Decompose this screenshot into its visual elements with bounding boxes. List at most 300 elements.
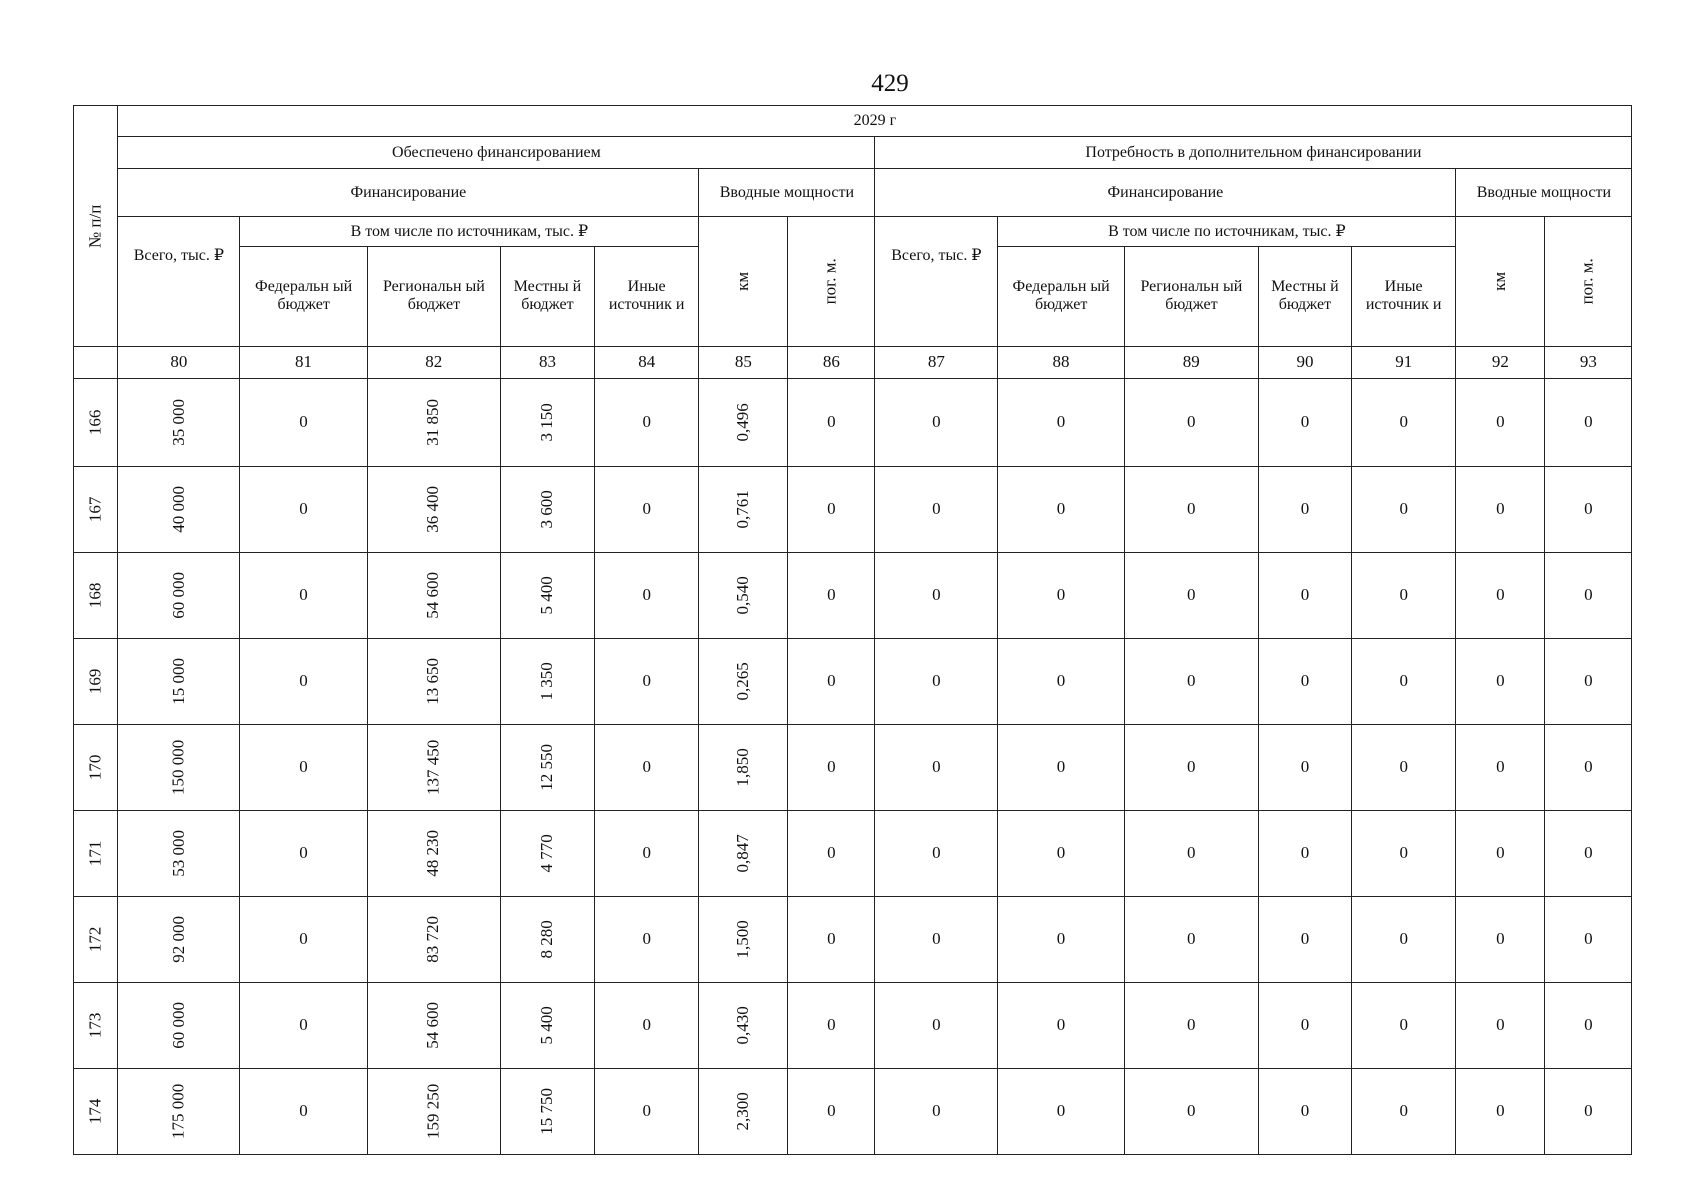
cell-no (74, 811, 118, 897)
column-number-blank (74, 347, 118, 379)
cell-km (699, 725, 788, 811)
needed-federal-header: Федеральн ый бюджет (998, 246, 1124, 346)
page-number: 429 (871, 70, 909, 97)
cell-n-km-value: 0 (1496, 1015, 1505, 1035)
cell-n-federal-value: 0 (1056, 1101, 1066, 1121)
cell-total (118, 379, 240, 467)
cell-n-federal (998, 1069, 1124, 1155)
needed-sources-block (998, 217, 1456, 347)
cell-km (699, 553, 788, 639)
cell-total (118, 639, 240, 725)
cell-n-regional (1124, 983, 1258, 1069)
cell-no-value: 168 (85, 582, 105, 609)
cell-federal-value: 0 (299, 929, 308, 949)
cell-n-m-value: 0 (1584, 585, 1593, 605)
cell-km (699, 379, 788, 467)
cell-n-federal (998, 467, 1124, 553)
cell-n-regional-value: 0 (1187, 1101, 1196, 1121)
cell-n-regional-value: 0 (1187, 585, 1196, 605)
secured-m-header (788, 217, 875, 347)
column-number: 91 (1352, 347, 1456, 379)
needed-total-label: Всего, тыс. ₽ (891, 247, 982, 264)
cell-n-km (1456, 897, 1545, 983)
cell-n-m-value: 0 (1584, 757, 1593, 777)
cell-other (595, 467, 699, 553)
cell-n-local (1258, 467, 1351, 553)
cell-n-other (1352, 897, 1456, 983)
cell-total-value: 60 000 (168, 1002, 188, 1049)
cell-n-federal-value: 0 (1056, 412, 1066, 432)
cell-other-value: 0 (642, 1101, 652, 1121)
cell-n-federal-value: 0 (1056, 671, 1066, 691)
cell-local-value: 4 770 (537, 834, 557, 873)
cell-total-value: 40 000 (168, 486, 188, 533)
needed-sources-table (998, 218, 1455, 346)
secured-federal-header: Федеральн ый бюджет (240, 246, 367, 346)
column-number: 89 (1124, 347, 1258, 379)
cell-federal-value: 0 (299, 671, 308, 691)
needed-km-label: км (1490, 271, 1510, 292)
cell-m (788, 379, 875, 467)
cell-no (74, 467, 118, 553)
cell-n-total-value: 0 (932, 585, 941, 605)
cell-local (500, 467, 594, 553)
cell-local-value: 1 350 (537, 662, 557, 701)
cell-m (788, 1069, 875, 1155)
year-header: 2029 г (118, 106, 1632, 137)
cell-federal-value: 0 (299, 412, 308, 432)
table-body (74, 379, 1632, 1155)
secured-capacity-header: Вводные мощности (699, 169, 875, 217)
cell-m (788, 725, 875, 811)
cell-m-value: 0 (827, 412, 836, 432)
cell-n-other (1352, 639, 1456, 725)
column-number: 87 (875, 347, 998, 379)
cell-other (595, 379, 699, 467)
cell-km-value: 2,300 (733, 1092, 753, 1131)
table-row (74, 1069, 1632, 1155)
cell-regional-value: 36 400 (423, 486, 443, 533)
cell-federal-value: 0 (299, 585, 308, 605)
cell-local (500, 897, 594, 983)
cell-n-federal-value: 0 (1056, 757, 1066, 777)
column-number: 82 (367, 347, 500, 379)
table-row (74, 553, 1632, 639)
cell-n-km-value: 0 (1496, 1101, 1505, 1121)
needed-capacity-header: Вводные мощности (1456, 169, 1632, 217)
cell-federal (240, 725, 367, 811)
secured-local-header: Местны й бюджет (500, 246, 594, 346)
needed-other-header: Иные источник и (1351, 246, 1455, 346)
cell-m (788, 639, 875, 725)
cell-n-m (1545, 1069, 1632, 1155)
row-number-header (74, 106, 118, 347)
cell-no (74, 639, 118, 725)
cell-no-value: 170 (85, 754, 105, 781)
cell-total-value: 150 000 (168, 739, 188, 796)
cell-n-total-value: 0 (932, 929, 941, 949)
cell-km-value: 1,850 (733, 748, 753, 787)
cell-n-km (1456, 379, 1545, 467)
cell-federal-value: 0 (299, 757, 308, 777)
table-row (74, 725, 1632, 811)
cell-n-m-value: 0 (1584, 1101, 1593, 1121)
cell-total-value: 175 000 (168, 1083, 188, 1140)
cell-km (699, 1069, 788, 1155)
cell-total (118, 897, 240, 983)
cell-n-regional-value: 0 (1187, 757, 1196, 777)
cell-n-km (1456, 725, 1545, 811)
cell-no-value: 173 (85, 1012, 105, 1039)
cell-n-federal-value: 0 (1056, 1015, 1066, 1035)
cell-federal (240, 639, 367, 725)
cell-no (74, 553, 118, 639)
column-number: 83 (500, 347, 594, 379)
cell-n-total (875, 1069, 998, 1155)
cell-federal-value: 0 (299, 843, 308, 863)
cell-n-local (1258, 1069, 1351, 1155)
cell-n-local (1258, 639, 1351, 725)
column-numbers-row (74, 347, 1632, 379)
cell-n-local (1258, 983, 1351, 1069)
cell-federal-value: 0 (299, 1015, 308, 1035)
cell-n-federal (998, 897, 1124, 983)
cell-n-m-value: 0 (1584, 671, 1593, 691)
cell-federal (240, 379, 367, 467)
cell-m-value: 0 (827, 843, 836, 863)
cell-n-federal (998, 811, 1124, 897)
cell-total (118, 725, 240, 811)
column-number: 81 (240, 347, 367, 379)
cell-n-regional (1124, 379, 1258, 467)
needed-header: Потребность в дополнительном финансировании (875, 137, 1632, 169)
cell-n-other (1352, 811, 1456, 897)
cell-regional-value: 13 650 (423, 658, 443, 705)
table-row (74, 811, 1632, 897)
secured-km-label: км (733, 271, 753, 292)
cell-other-value: 0 (642, 499, 652, 519)
cell-local (500, 1069, 594, 1155)
cell-km (699, 639, 788, 725)
secured-sources-block (240, 217, 699, 347)
cell-total (118, 1069, 240, 1155)
cell-n-local-value: 0 (1300, 585, 1310, 605)
table-row (74, 379, 1632, 467)
cell-n-local-value: 0 (1300, 843, 1310, 863)
cell-m-value: 0 (827, 671, 836, 691)
secured-other-header: Иные источник и (594, 246, 698, 346)
cell-no (74, 983, 118, 1069)
cell-n-other-value: 0 (1399, 1101, 1409, 1121)
cell-n-other-value: 0 (1399, 671, 1409, 691)
cell-n-total (875, 983, 998, 1069)
cell-n-m (1545, 811, 1632, 897)
needed-regional-header: Региональн ый бюджет (1124, 246, 1258, 346)
cell-n-other (1352, 379, 1456, 467)
cell-regional (367, 467, 500, 553)
cell-n-other-value: 0 (1399, 757, 1409, 777)
needed-m-label: пог. м. (1578, 258, 1598, 305)
cell-n-m-value: 0 (1584, 929, 1593, 949)
cell-federal (240, 811, 367, 897)
cell-total-value: 60 000 (168, 572, 188, 619)
cell-km-value: 0,847 (733, 834, 753, 873)
cell-no-value: 171 (85, 840, 105, 867)
cell-n-other-value: 0 (1399, 585, 1409, 605)
cell-n-local-value: 0 (1300, 499, 1310, 519)
cell-total-value: 15 000 (168, 658, 188, 705)
cell-n-local-value: 0 (1300, 757, 1310, 777)
cell-regional (367, 983, 500, 1069)
cell-local-value: 5 400 (537, 1006, 557, 1045)
needed-total-header (875, 217, 998, 347)
cell-no (74, 379, 118, 467)
cell-local-value: 5 400 (537, 576, 557, 615)
cell-km (699, 811, 788, 897)
cell-km-value: 0,761 (733, 490, 753, 529)
cell-regional (367, 553, 500, 639)
cell-regional (367, 639, 500, 725)
needed-km-header (1456, 217, 1545, 347)
cell-n-km-value: 0 (1496, 585, 1505, 605)
cell-n-regional-value: 0 (1187, 412, 1196, 432)
column-number: 80 (118, 347, 240, 379)
cell-km-value: 1,500 (733, 920, 753, 959)
cell-m (788, 983, 875, 1069)
cell-n-other-value: 0 (1399, 412, 1409, 432)
column-number: 90 (1258, 347, 1351, 379)
cell-km-value: 0,540 (733, 576, 753, 615)
cell-n-local (1258, 725, 1351, 811)
cell-other-value: 0 (642, 1015, 652, 1035)
cell-other (595, 811, 699, 897)
cell-n-km (1456, 811, 1545, 897)
cell-m (788, 811, 875, 897)
cell-n-total-value: 0 (932, 499, 941, 519)
cell-federal (240, 467, 367, 553)
cell-n-local (1258, 379, 1351, 467)
cell-n-total-value: 0 (932, 843, 941, 863)
cell-n-total-value: 0 (932, 671, 941, 691)
needed-local-header: Местны й бюджет (1258, 246, 1351, 346)
cell-n-total-value: 0 (932, 1015, 941, 1035)
cell-regional-value: 159 250 (423, 1083, 443, 1140)
cell-n-regional (1124, 467, 1258, 553)
cell-n-federal (998, 983, 1124, 1069)
cell-federal (240, 983, 367, 1069)
cell-regional-value: 31 850 (423, 399, 443, 446)
cell-n-local (1258, 553, 1351, 639)
column-number: 92 (1456, 347, 1545, 379)
cell-local-value: 8 280 (537, 920, 557, 959)
needed-sources-header: В том числе по источникам, тыс. ₽ (998, 218, 1455, 247)
cell-regional (367, 1069, 500, 1155)
cell-n-m (1545, 725, 1632, 811)
cell-local (500, 983, 594, 1069)
cell-regional (367, 897, 500, 983)
cell-federal-value: 0 (299, 499, 308, 519)
cell-m-value: 0 (827, 929, 836, 949)
cell-m-value: 0 (827, 585, 836, 605)
cell-n-km-value: 0 (1496, 412, 1505, 432)
cell-n-km-value: 0 (1496, 757, 1505, 777)
secured-financing-header: Финансирование (118, 169, 699, 217)
cell-other (595, 1069, 699, 1155)
cell-n-total (875, 553, 998, 639)
cell-n-federal (998, 553, 1124, 639)
cell-m-value: 0 (827, 1101, 836, 1121)
cell-n-local (1258, 811, 1351, 897)
cell-n-total (875, 379, 998, 467)
cell-n-regional (1124, 725, 1258, 811)
cell-n-other (1352, 725, 1456, 811)
needed-m-header (1545, 217, 1632, 347)
cell-n-federal-value: 0 (1056, 585, 1066, 605)
column-number: 85 (699, 347, 788, 379)
cell-other-value: 0 (642, 412, 652, 432)
row-number-header-label: № п/п (85, 204, 105, 248)
secured-sources-header: В том числе по источникам, тыс. ₽ (240, 218, 698, 247)
cell-n-federal-value: 0 (1056, 499, 1066, 519)
cell-n-regional (1124, 897, 1258, 983)
cell-no (74, 725, 118, 811)
cell-n-total-value: 0 (932, 757, 941, 777)
cell-other (595, 983, 699, 1069)
cell-n-km-value: 0 (1496, 671, 1505, 691)
cell-local (500, 553, 594, 639)
cell-regional-value: 83 720 (423, 916, 443, 963)
cell-other-value: 0 (642, 585, 652, 605)
table-row (74, 467, 1632, 553)
cell-n-regional (1124, 811, 1258, 897)
cell-n-m (1545, 639, 1632, 725)
secured-total-header (118, 217, 240, 347)
cell-n-local-value: 0 (1300, 1015, 1310, 1035)
cell-local-value: 3 150 (537, 403, 557, 442)
cell-m (788, 467, 875, 553)
secured-header: Обеспечено финансированием (118, 137, 875, 169)
cell-n-local-value: 0 (1300, 671, 1310, 691)
cell-n-m (1545, 379, 1632, 467)
cell-local-value: 15 750 (537, 1088, 557, 1135)
cell-n-m (1545, 467, 1632, 553)
cell-n-m-value: 0 (1584, 499, 1593, 519)
cell-no-value: 174 (85, 1098, 105, 1125)
table-header (74, 106, 1632, 379)
cell-total (118, 811, 240, 897)
cell-n-federal-value: 0 (1056, 843, 1066, 863)
cell-regional-value: 48 230 (423, 830, 443, 877)
cell-total (118, 983, 240, 1069)
cell-n-total (875, 467, 998, 553)
secured-km-header (699, 217, 788, 347)
cell-n-regional (1124, 553, 1258, 639)
cell-n-total (875, 725, 998, 811)
cell-n-m-value: 0 (1584, 843, 1593, 863)
cell-km (699, 897, 788, 983)
cell-n-km-value: 0 (1496, 843, 1505, 863)
cell-m (788, 897, 875, 983)
cell-n-km (1456, 553, 1545, 639)
cell-local-value: 3 600 (537, 490, 557, 529)
cell-local (500, 379, 594, 467)
cell-n-regional (1124, 1069, 1258, 1155)
secured-m-label: пог. м. (821, 258, 841, 305)
cell-no-value: 166 (85, 409, 105, 436)
cell-local (500, 811, 594, 897)
cell-n-regional (1124, 639, 1258, 725)
cell-n-regional-value: 0 (1187, 929, 1196, 949)
cell-n-federal (998, 639, 1124, 725)
cell-n-m-value: 0 (1584, 1015, 1593, 1035)
cell-no (74, 897, 118, 983)
table-row (74, 983, 1632, 1069)
table-row (74, 639, 1632, 725)
column-number: 88 (998, 347, 1124, 379)
cell-n-km (1456, 1069, 1545, 1155)
cell-federal (240, 553, 367, 639)
cell-regional-value: 137 450 (423, 739, 443, 796)
cell-m-value: 0 (827, 757, 836, 777)
cell-n-other (1352, 983, 1456, 1069)
cell-other-value: 0 (642, 757, 652, 777)
cell-n-regional-value: 0 (1187, 1015, 1196, 1035)
cell-federal-value: 0 (299, 1101, 308, 1121)
cell-n-m (1545, 553, 1632, 639)
cell-n-km (1456, 983, 1545, 1069)
cell-no-value: 172 (85, 926, 105, 953)
cell-n-other (1352, 553, 1456, 639)
cell-other-value: 0 (642, 671, 652, 691)
cell-m-value: 0 (827, 1015, 836, 1035)
cell-n-local-value: 0 (1300, 412, 1310, 432)
column-number: 84 (595, 347, 699, 379)
cell-m (788, 553, 875, 639)
column-number: 93 (1545, 347, 1632, 379)
cell-total (118, 553, 240, 639)
cell-no-value: 167 (85, 496, 105, 523)
needed-financing-header: Финансирование (875, 169, 1456, 217)
cell-n-federal (998, 379, 1124, 467)
cell-n-federal-value: 0 (1056, 929, 1066, 949)
cell-other (595, 553, 699, 639)
cell-local (500, 639, 594, 725)
cell-other (595, 639, 699, 725)
cell-n-other (1352, 467, 1456, 553)
cell-other (595, 725, 699, 811)
cell-other-value: 0 (642, 843, 652, 863)
secured-total-label: Всего, тыс. ₽ (133, 247, 225, 264)
cell-other-value: 0 (642, 929, 652, 949)
cell-n-total (875, 639, 998, 725)
cell-n-other-value: 0 (1399, 1015, 1409, 1035)
cell-n-km (1456, 467, 1545, 553)
cell-n-local (1258, 897, 1351, 983)
cell-n-regional-value: 0 (1187, 671, 1196, 691)
cell-federal (240, 897, 367, 983)
cell-regional-value: 54 600 (423, 1002, 443, 1049)
cell-km (699, 467, 788, 553)
column-number: 86 (788, 347, 875, 379)
cell-n-total-value: 0 (932, 412, 941, 432)
cell-n-m (1545, 897, 1632, 983)
cell-no-value: 169 (85, 668, 105, 695)
cell-n-local-value: 0 (1300, 929, 1310, 949)
secured-sources-table (240, 218, 698, 346)
cell-no (74, 1069, 118, 1155)
cell-km-value: 0,265 (733, 662, 753, 701)
cell-regional (367, 725, 500, 811)
